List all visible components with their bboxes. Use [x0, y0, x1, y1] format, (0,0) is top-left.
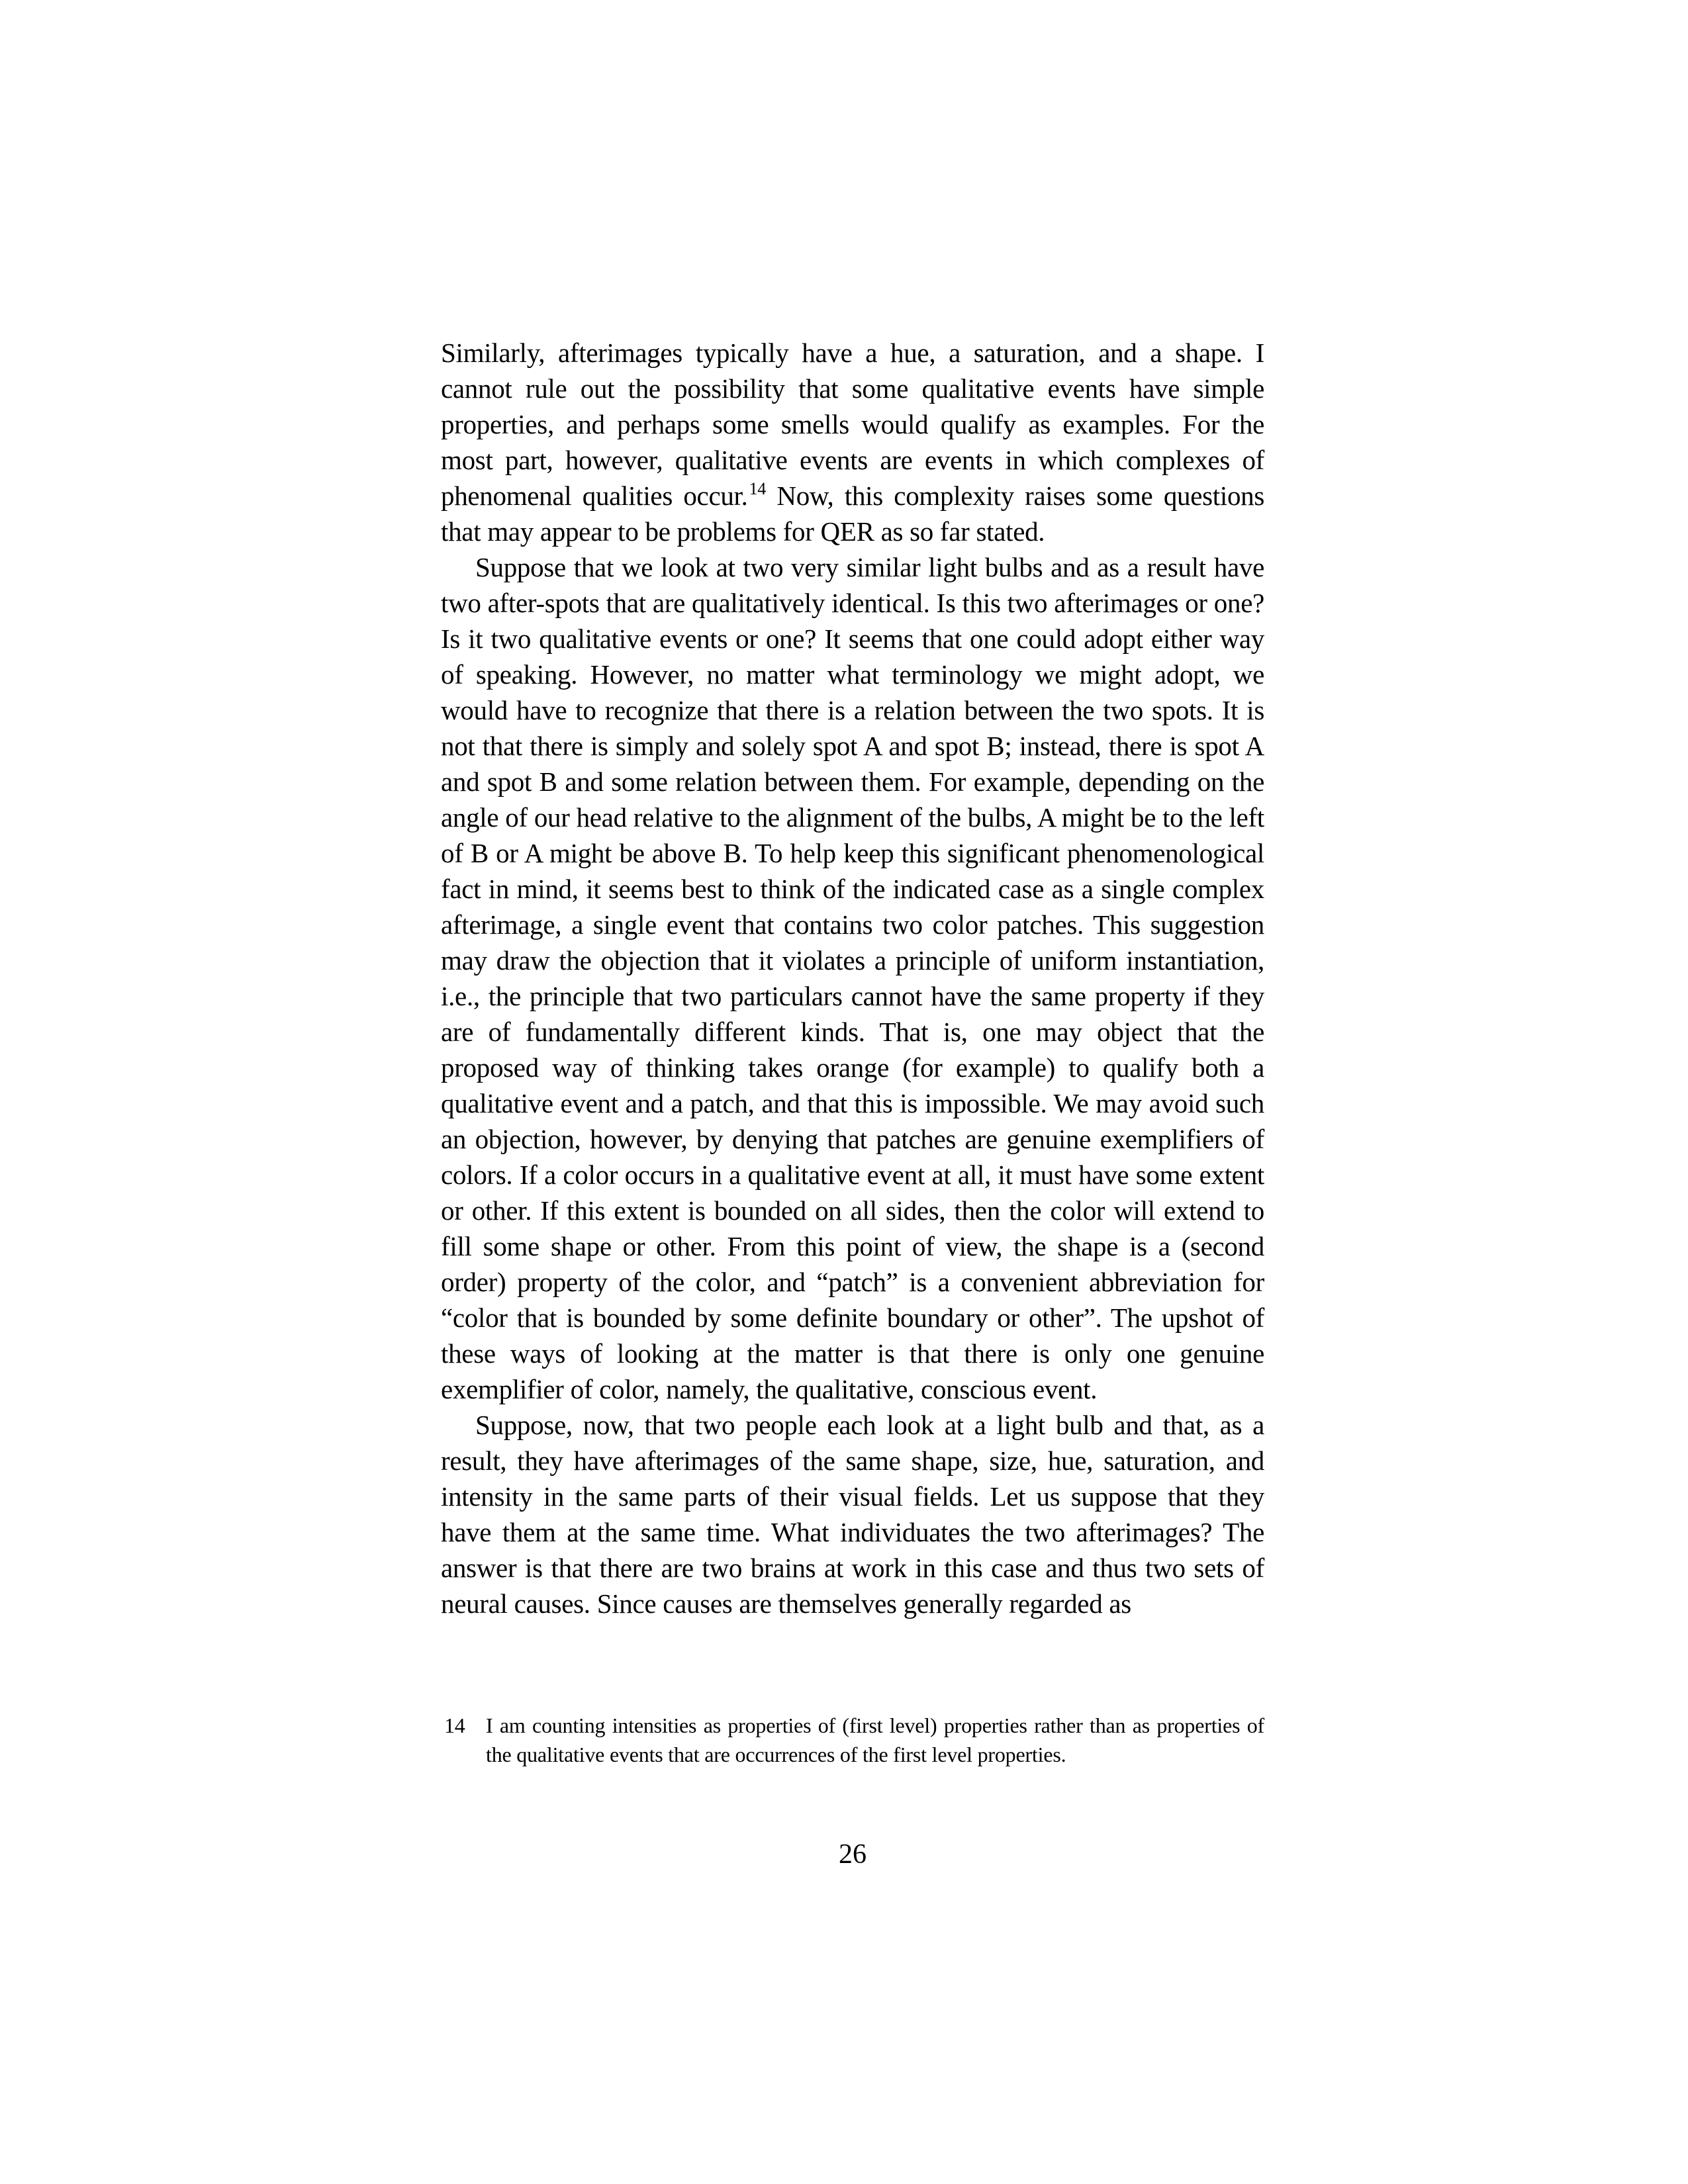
paragraph-3: Suppose, now, that two people each look at a light bulb and that, as a result, they have afterimages of the same shape, size, hue, saturation, and intensity in the same parts of their visual fields. Let us suppose that they have them at the same time. What individuates the two afterimages? The answer is that there are two brains at work in this case and thus two sets of neural causes. Since causes are themselves generally regarded as — [441, 1410, 1264, 1619]
footnote — [441, 1711, 1264, 1769]
paragraph-1-continuation: Now, this complexity raises some questions that may appear to be problems for QER as so far stated. — [441, 480, 1265, 547]
footnote-number: 14 — [444, 1713, 465, 1737]
page-number: 26 — [839, 1839, 867, 1870]
paragraph-1 — [441, 335, 1264, 549]
main-text-column — [441, 335, 1264, 1621]
footnote-14-marker: 14 — [749, 479, 767, 498]
paragraph-1-text: Similarly, afterimages typically have a hue, a saturation, and a shape. I cannot rule out the possibility that some qualitative events have simple properties, and perhaps some smells would qualify as examples. For the most part, however, qualitative events are events in which complexes of phenomenal qualities occur. — [441, 338, 1264, 511]
paragraph-2: Suppose that we look at two very similar light bulbs and as a result have two after-spots that are qualitatively identical. Is this two afterimages or one? Is it two qualitative events or one? It seems that one could adopt either way of speaking. However, no matter what terminology we might adopt, we would have to recognize that there is a relation between the two spots. It is not that there is simply and solely spot A and spot B; instead, there is spot A and spot B and some relation between them. For example, depending on the angle of our head relative to the alignment of the bulbs, A might be to the left of B or A might be above B. To help keep this significant phenomenological fact in mind, it seems best to think of the indicated case as a single complex afterimage, a single event that contains two color patches. This suggestion may draw the objection that it violates a principle of uniform instantiation, i.e., the principle that two particulars cannot have the same property if they are of fundamentally different kinds. That is, one may object that the proposed way of thinking takes orange (for example) to qualify both a qualitative event and a patch, and that this is impossible. We may avoid such an objection, however, by denying that patches are genuine exemplifiers of colors. If a color occurs in a qualitative event at all, it must have some extent or other. If this extent is bounded on all sides, then the color will extend to fill some shape or other. From this point of view, the shape is a (second order) property of the color, and “patch” is a convenient abbreviation for “color that is bounded by some definite boundary or other”. The upshot of these ways of looking at the matter is that there is only one genuine exemplifier of color, namely, the qualitative, conscious event. — [441, 552, 1264, 1404]
footnote-text: I am counting intensities as properties of (first level) properties rather than as properties of the qualitative events that are occurrences of the first level properties. — [486, 1713, 1264, 1766]
